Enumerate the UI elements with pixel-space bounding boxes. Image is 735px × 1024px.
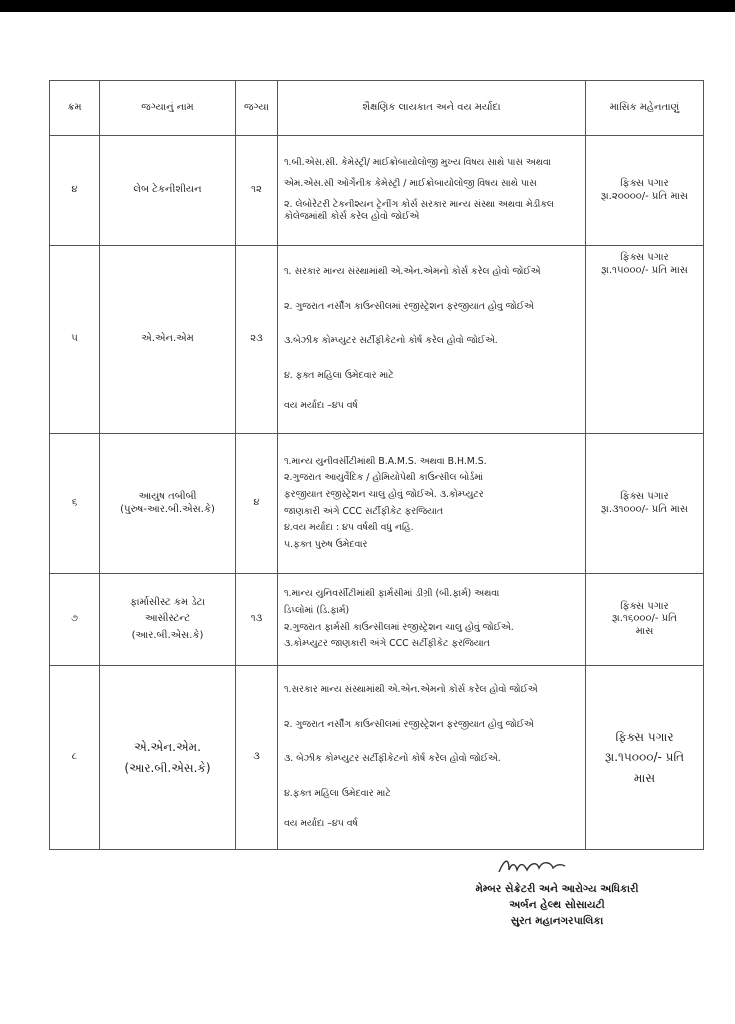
table-row <box>50 434 704 574</box>
salary-line: રૂા.૧૫૦૦૦/- પ્રતિ માસ <box>601 264 688 276</box>
salary-line: રૂા.૨૦૦૦૦/- પ્રતિ માસ <box>600 190 689 202</box>
row-serial: ૪ <box>50 136 100 246</box>
row-serial: ૫ <box>50 246 100 434</box>
qualification-line: ૪.ફક્ત મહિલા ઉમેદવાર માટે <box>284 787 391 799</box>
qualification-line: કોલેજમાંથી કોર્સ કરેલ હોવો જોઈએ <box>284 211 420 223</box>
row-qualifications <box>278 136 586 246</box>
signature-block <box>432 856 682 929</box>
qualification-line: વય મર્યાદા –૪૫ વર્ષ <box>284 818 358 830</box>
row-salary <box>586 574 704 666</box>
qualification-line: ૧.માન્ય યુનિવર્સીટીમાંથી ફાર્મસીમાં ડીગ્રી (બી.ફાર્મ) અથવા <box>284 588 500 600</box>
qualification-line: ૧.સરકાર માન્ય સંસ્થામાંથી એ.એન.એમનો કોર્સ કરેલ હોવો જોઈએ <box>284 684 538 696</box>
post-name-subline: આસીસ્ટન્ટ <box>144 613 191 625</box>
salary-line: રૂા.૩૧૦૦૦/- પ્રતિ માસ <box>601 503 688 515</box>
qualification-line: ૪.વય મર્યાદા : ૪૫ વર્ષથી વધુ નહિ. <box>284 522 414 534</box>
signatory-title: મેમ્બર સેક્રેટરી અને આરોગ્ય અધિકારી <box>475 883 639 895</box>
qualification-line: વય મર્યાદા –૪૫ વર્ષ <box>284 400 358 412</box>
salary-line: ફિક્સ પગાર <box>620 178 669 189</box>
table-row <box>50 246 704 434</box>
row-post-name <box>100 136 236 246</box>
post-name-line: લેબ ટેકનીશીયન <box>133 184 202 196</box>
table-row <box>50 136 704 246</box>
post-name-subline: (આર.બી.એસ.કે) <box>124 760 211 775</box>
row-post-name <box>100 666 236 850</box>
table-header-row <box>50 81 704 136</box>
signature-scribble <box>497 856 567 878</box>
post-name-line: એ.એન.એમ <box>141 333 194 345</box>
row-qualifications <box>278 246 586 434</box>
row-salary <box>586 136 704 246</box>
header-post-name: જગ્યાનું નામ <box>100 81 236 136</box>
row-salary <box>586 434 704 574</box>
qualification-line: ૧. સરકાર માન્ય સંસ્થામાંથી એ.એન.એમનો કોર્સ કરેલ હોવો જોઈએ <box>284 266 541 278</box>
salary-line: માસ <box>633 770 656 785</box>
row-qualifications <box>278 574 586 666</box>
row-post-name <box>100 574 236 666</box>
post-name-subline: (આર.બી.એસ.કે) <box>131 629 204 641</box>
table-row <box>50 574 704 666</box>
row-vacancies: ૩ <box>236 666 278 850</box>
row-post-name <box>100 434 236 574</box>
post-name-line: આયુષ તબીબી <box>138 491 197 502</box>
qualification-line: ૨.ગુજરાત આયુર્વેદિક / હોમિયોપેથી કાઉન્સીલ બોર્ડમાં <box>284 472 484 484</box>
salary-line: રૂા.૧૬૦૦૦/- પ્રતિ <box>611 613 678 625</box>
row-qualifications <box>278 666 586 850</box>
row-post-name <box>100 246 236 434</box>
header-vacancies: જગ્યા <box>236 81 278 136</box>
salary-line: માસ <box>635 625 654 637</box>
qualification-line: ૪. ફક્ત મહિલા ઉમેદવાર માટે <box>284 369 394 381</box>
salary-line: રૂા.૧૫૦૦૦/- પ્રતિ <box>604 750 685 765</box>
row-vacancies: ૨૩ <box>236 246 278 434</box>
salary-line: ફિક્સ પગાર <box>620 600 669 612</box>
row-vacancies: ૧૨ <box>236 136 278 246</box>
handwritten-signature <box>382 856 682 882</box>
post-name-line: એ.એન.એમ. <box>134 739 201 754</box>
row-serial: ૬ <box>50 434 100 574</box>
signatory-organization: અર્બન હેલ્થ સોસાયટી <box>509 898 605 911</box>
signatory-corporation: સુરત મહાનગરપાલિકા <box>510 914 604 927</box>
qualification-line: ડિપ્લોમાં (ડિ.ફાર્મ) <box>284 604 350 616</box>
qualification-line: ૩.કોમ્પ્યુટર જાણકારી અંગે CCC સર્ટીફીકેટ ફરજિયાત <box>284 638 490 650</box>
header-qualification: શૈક્ષણિક લાયકાત અને વય મર્યાદા <box>278 81 586 136</box>
qualification-line: ૧.માન્ય યુનીવર્સીટીમાંથી B.A.M.S. અથવા B.H.M.S. <box>284 455 487 467</box>
post-name-subline: (પુરુષ-આર.બી.એસ.કે) <box>120 503 215 515</box>
header-salary: માસિક મહેનતાણું <box>586 81 704 136</box>
table-row <box>50 666 704 850</box>
qualification-line: ૨. લેબોરેટરી ટેકનીશ્યન ટ્રેનીંગ કોર્સ સરકાર માન્ય સંસ્થા અથવા મેડીકલ <box>284 198 554 210</box>
salary-line: ફિક્સ પગાર <box>620 252 669 263</box>
qualification-line: ૨. ગુજરાત નર્સીંગ કાઉન્સીલમાં રજીસ્ટ્રેશન ફરજીયાત હોવુ જોઈએ <box>284 300 534 312</box>
row-vacancies: ૪ <box>236 434 278 574</box>
post-name-line: ફાર્માસીસ્ટ કમ ડેટા <box>129 596 206 608</box>
qualification-line: ૧.બી.એસ.સી. કેમેસ્ટ્રી/ માઈક્રોબાયોલોજી મુખ્ય વિષય સાથે પાસ અથવા <box>284 157 551 169</box>
qualification-line: ૨.ગુજરાત ફાર્મસી કાઉન્સીલમાં રજીસ્ટ્રેશન ચાલુ હોવું જોઈએ. <box>284 621 514 633</box>
row-salary <box>586 246 704 434</box>
scan-top-edge <box>0 0 735 12</box>
qualification-line: ફરજીયાત રજીસ્ટ્રેશન ચાલુ હોવું જોઈએ. ૩.કોમ્પ્યુટર <box>284 488 484 500</box>
salary-line: ફિક્સ પગાર <box>615 729 674 744</box>
row-qualifications <box>278 434 586 574</box>
qualification-line: ૩.બેઝીક કોમ્પ્યુટર સર્ટીફીકેટનો કોર્ષ કરેલ હોવો જોઈએ. <box>284 335 498 347</box>
row-serial: ૮ <box>50 666 100 850</box>
qualification-line: એમ.એસ.સી ઓર્ગેનીક કેમેસ્ટ્રી / માઈક્રોબાયોલોજી વિષય સાથે પાસ <box>284 177 537 189</box>
row-vacancies: ૧૩ <box>236 574 278 666</box>
qualification-line: ૨. ગુજરાત નર્સીંગ કાઉન્સીલમાં રજીસ્ટ્રેશન ફરજીયાત હોવુ જોઈએ <box>284 718 534 730</box>
recruitment-table <box>49 80 704 850</box>
qualification-line: જાણકારી અંગે CCC સર્ટીફીકેટ ફરજિયાત <box>284 505 444 517</box>
row-serial: ૭ <box>50 574 100 666</box>
header-serial: ક્રમ <box>50 81 100 136</box>
qualification-line: ૩. બેઝીક કોમ્પ્યુટર સર્ટીફીકેટનો કોર્ષ કરેલ હોવો જોઈએ. <box>284 753 501 765</box>
qualification-line: ૫.ફક્ત પુરુષ ઉમેદવાર <box>284 538 368 550</box>
salary-line: ફિક્સ પગાર <box>620 491 669 502</box>
row-salary <box>586 666 704 850</box>
